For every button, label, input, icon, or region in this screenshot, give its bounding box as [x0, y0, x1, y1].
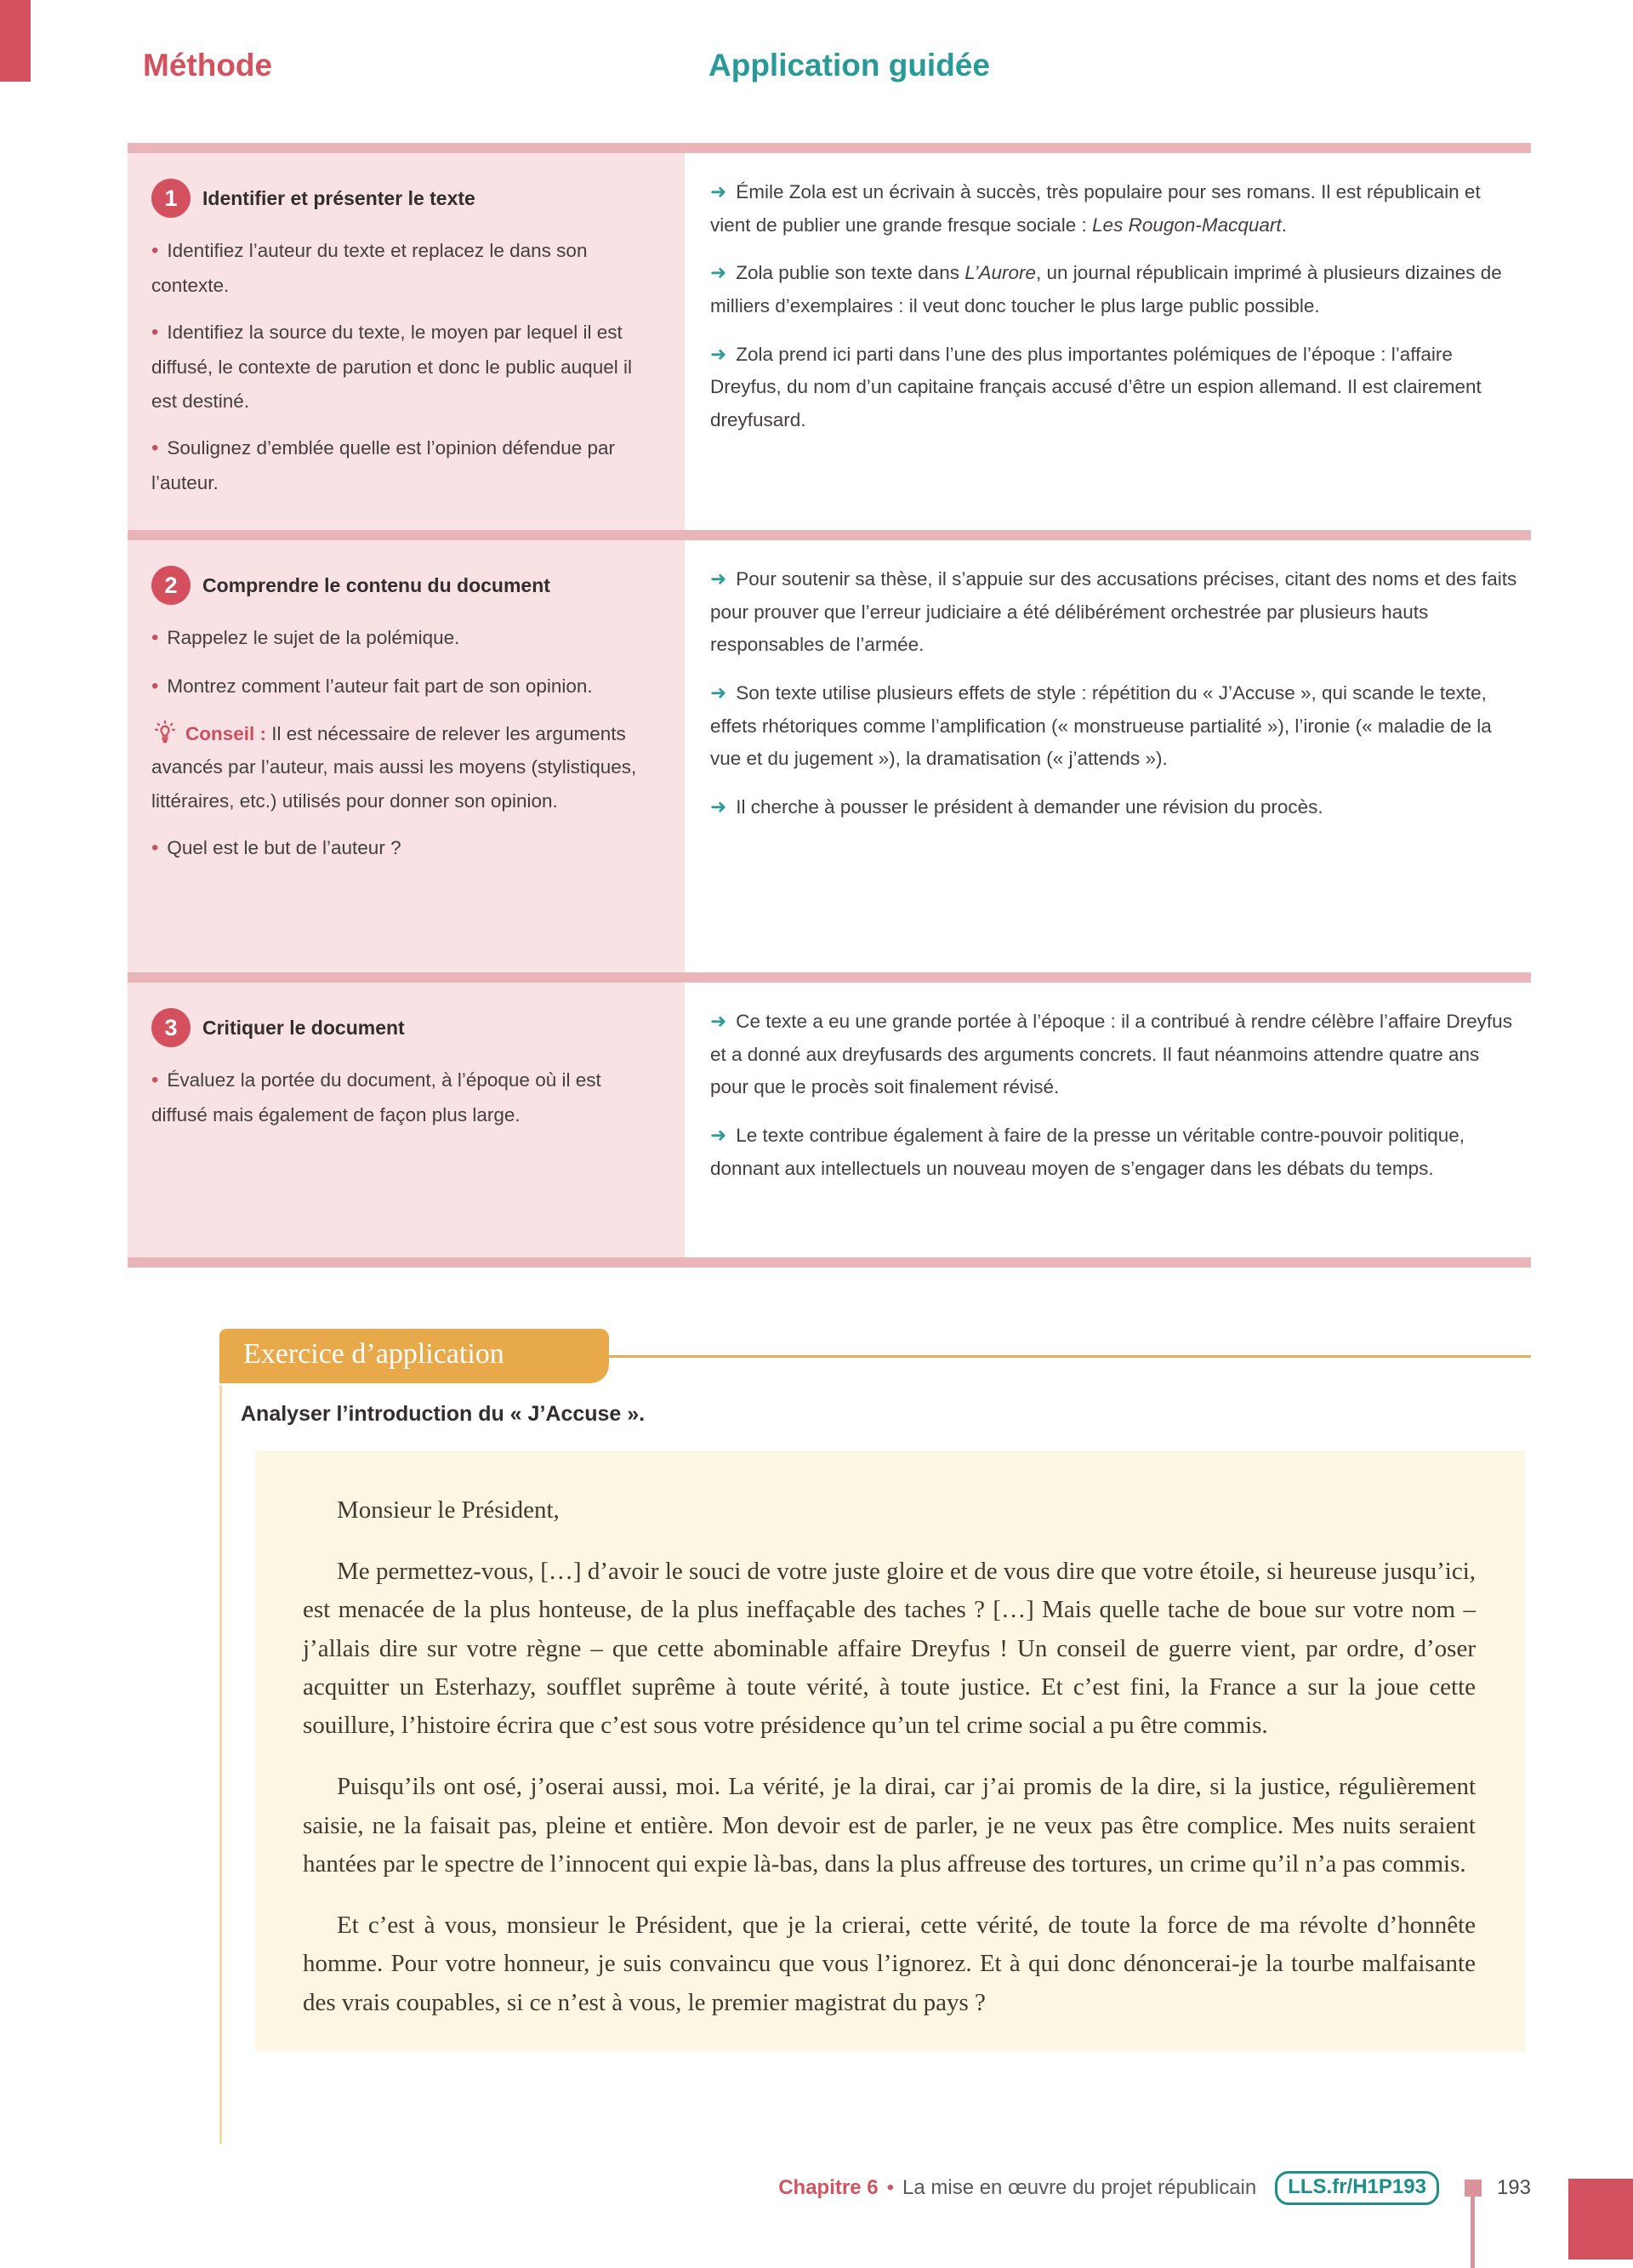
- arrow-icon: ➜: [710, 261, 727, 284]
- application-text: Ce texte a eu une grande portée à l’époque : il a contribué à rendre célèbre l’affaire Dreyfus et a donné aux dreyfusards des arguments concrets. Il faut néanmoins attendre quatre ans pour que le procès soit finalement révisé.: [710, 1011, 1512, 1098]
- step-3-application-1: [710, 1005, 1521, 1104]
- step-2-method-panel: [128, 540, 685, 972]
- bullet-text: Montrez comment l’auteur fait part de son opinion.: [167, 675, 593, 697]
- bullet-icon: •: [151, 321, 159, 345]
- arrow-icon: ➜: [710, 681, 727, 704]
- step-2-application-3: [710, 790, 1521, 824]
- step-1-bullet-1: [151, 233, 659, 302]
- bullet-text: Rappelez le sujet de la polémique.: [167, 627, 460, 648]
- step-1-number-badge: 1: [151, 179, 191, 218]
- conseil-label: Conseil :: [185, 723, 267, 744]
- step-2-bullet-3: [151, 830, 659, 866]
- step-2-bullet-2: [151, 669, 659, 704]
- arrow-icon: ➜: [710, 795, 727, 818]
- step-1-header: [151, 179, 659, 218]
- step-2-application-1: [710, 562, 1521, 662]
- separator-bar: [128, 143, 1531, 153]
- method-step-2-section: [128, 540, 1531, 972]
- exercise-header: [219, 1329, 1531, 1383]
- step-3-application-2: [710, 1119, 1521, 1185]
- page-footer: [778, 2171, 1531, 2205]
- bullet-icon: •: [151, 1068, 159, 1091]
- page-number: 193: [1496, 2176, 1531, 2199]
- bullet-icon: •: [151, 436, 159, 460]
- application-text: Le texte contribue également à faire de la presse un véritable contre-pouvoir politique, donnant aux intellectuels un nouveau moyen de s’engager dans les débats du temps.: [710, 1125, 1465, 1179]
- step-3-number-badge: 3: [151, 1008, 191, 1047]
- bullet-text: Identifiez l’auteur du texte et replacez le dans son contexte.: [151, 240, 588, 296]
- application-text: [710, 181, 1481, 236]
- application-text: [710, 262, 1502, 316]
- conseil-text: Il est nécessaire de relever les arguments avancés par l’auteur, mais aussi les moyens (stylistiques, littéraires, etc.) utilisés pour donner son opinion.: [151, 723, 637, 812]
- step-1-application-3: [710, 338, 1521, 437]
- text-segment: , un journal républicain imprimé à plusieurs dizaines de milliers d’exemplaires : il veut donc toucher le plus large public possible.: [710, 262, 1502, 317]
- bullet-icon: •: [151, 836, 159, 860]
- text-segment: Zola publie son texte dans: [736, 262, 965, 284]
- column-headers: [128, 34, 1531, 143]
- bullet-text: Identifiez la source du texte, le moyen par lequel il est diffusé, le contexte de parution et donc le public auquel il est destiné.: [151, 322, 632, 412]
- exercise-section: [219, 1329, 1531, 2051]
- step-1-application-1: [710, 175, 1521, 242]
- page-marker-square: [1465, 2180, 1482, 2197]
- lightbulb-icon: [151, 719, 179, 746]
- letter-paragraph: Me permettez-vous, […] d’avoir le souci de votre juste gloire et de vous dire que votre étoile, si heureuse jusqu’ici, est menacée de la plus honteuse, de la plus ineffaçable des taches ? […] Mais quelle tache de boue sur votre nom – j’allais dire sur votre règne – que cette abominable affaire Dreyfus ! Un conseil de guerre vient, par ordre, d’oser acquitter un Esterhazy, soufflet suprême à toute vérité, à toute justice. Et c’est fini, la France a sur la joue cette souillure, l’histoire écrira que c’est sous votre présidence qu’un tel crime social a pu être commis.: [303, 1558, 1476, 1740]
- italic-segment: L’Aurore: [964, 262, 1037, 284]
- text-segment: Émile Zola est un écrivain à succès, très populaire pour ses romans. Il est républicain et vient de publier une grande fresque sociale :: [710, 181, 1481, 236]
- bullet-text: Soulignez d’emblée quelle est l’opinion défendue par l’auteur.: [151, 437, 616, 494]
- step-2-conseil: [151, 717, 659, 818]
- step-2-application-panel: [685, 540, 1531, 972]
- step-1-bullet-3: [151, 430, 659, 499]
- arrow-icon: ➜: [710, 1124, 727, 1147]
- letter-paragraph: Monsieur le Président,: [337, 1496, 560, 1524]
- chapter-title: La mise en œuvre du projet républicain: [902, 2176, 1257, 2199]
- chapter-label: Chapitre 6: [778, 2176, 879, 2199]
- arrow-icon: ➜: [710, 567, 727, 590]
- footer-dot-icon: •: [886, 2176, 894, 2199]
- separator-bar: [128, 530, 1531, 540]
- letter-quote-box: [255, 1450, 1525, 2051]
- arrow-icon: ➜: [710, 180, 727, 202]
- step-2-number-badge: 2: [151, 566, 191, 605]
- step-3-method-panel: [128, 983, 685, 1257]
- exercise-title: Analyser l’introduction du « J’Accuse ».: [241, 1402, 646, 1426]
- page-edge-marker-top: [0, 0, 31, 82]
- step-1-application-2: [710, 256, 1521, 322]
- step-1-application-panel: [685, 153, 1531, 530]
- step-3-bullet-1: [151, 1063, 659, 1131]
- method-application-area: [128, 34, 1531, 1268]
- application-text: Son texte utilise plusieurs effets de style : répétition du « J’Accuse », qui scande le texte, effets rhétoriques comme l’amplification (« monstrueuse partialité »), l’ironie (« maladie de la vue et du jugement »), la dramatisation (« j’attends »).: [710, 682, 1492, 770]
- bullet-icon: •: [151, 675, 159, 698]
- italic-segment: Les Rougon-Macquart: [1092, 214, 1282, 236]
- separator-bar: [128, 972, 1531, 983]
- step-2-title: Comprendre le contenu du document: [202, 573, 550, 596]
- application-text: Il cherche à pousser le président à demander une révision du procès.: [736, 796, 1323, 818]
- step-1-method-panel: [128, 153, 685, 530]
- exercise-banner: Exercice d’application: [219, 1329, 609, 1383]
- text-segment: .: [1281, 214, 1287, 236]
- step-3-title: Critiquer le document: [202, 1016, 405, 1039]
- letter-paragraph: Et c’est à vous, monsieur le Président, que je la crierai, cette vérité, de toute la force de ma révolte d’honnête homme. Pour votre honneur, je suis convaincu que vous l’ignorez. Et à qui donc dénoncerai-je la tourbe malfaisante des vrais coupables, si ce n’est à vous, le premier magistrat du pays ?: [303, 1912, 1476, 2016]
- separator-bar: [128, 1257, 1531, 1268]
- application-text: Zola prend ici parti dans l’une des plus importantes polémiques de l’époque : l’affaire Dreyfus, du nom d’un capitaine français accusé d’être un espion allemand. Il est clairement dreyfusard.: [710, 343, 1482, 431]
- step-2-header: [151, 566, 659, 605]
- arrow-icon: ➜: [710, 342, 727, 365]
- bullet-icon: •: [151, 239, 159, 262]
- bullet-icon: •: [151, 626, 159, 649]
- exercise-left-rule: [219, 1385, 222, 2144]
- bullet-text: Quel est le but de l’auteur ?: [167, 837, 401, 859]
- application-heading: Application guidée: [708, 48, 990, 83]
- method-heading: Méthode: [143, 48, 273, 83]
- bullet-text: Évaluez la portée du document, à l’époque où il est diffusé mais également de façon plus large.: [151, 1069, 601, 1125]
- step-2-bullet-1: [151, 620, 659, 656]
- method-step-1-section: [128, 153, 1531, 530]
- exercise-header-rule: [609, 1355, 1531, 1358]
- lls-link-pill[interactable]: LLS.fr/H1P193: [1275, 2171, 1439, 2205]
- step-1-title: Identifier et présenter le texte: [202, 186, 475, 209]
- method-step-3-section: [128, 983, 1531, 1257]
- arrow-icon: ➜: [710, 1010, 727, 1032]
- step-3-header: [151, 1008, 659, 1047]
- step-1-bullet-2: [151, 315, 659, 418]
- application-text: Pour soutenir sa thèse, il s’appuie sur des accusations précises, citant des noms et des faits pour prouver que l’erreur judiciaire a été délibérément orchestrée par plusieurs hauts responsables de l’armée.: [710, 568, 1517, 656]
- page-edge-marker-bottom: [1568, 2179, 1633, 2259]
- letter-paragraph: Puisqu’ils ont osé, j’oserai aussi, moi. La vérité, je la dirai, car j’ai promis de la dire, si la justice, régulièrement saisie, ne la faisait pas, pleine et entière. Mon devoir est de parler, je ne veux pas être complice. Mes nuits seraient hantées par le spectre de l’innocent qui expie là-bas, dans la plus affreuse des tortures, un crime qu’il n’a pas commis.: [303, 1773, 1476, 1878]
- step-2-application-2: [710, 676, 1521, 776]
- step-3-application-panel: [685, 983, 1531, 1257]
